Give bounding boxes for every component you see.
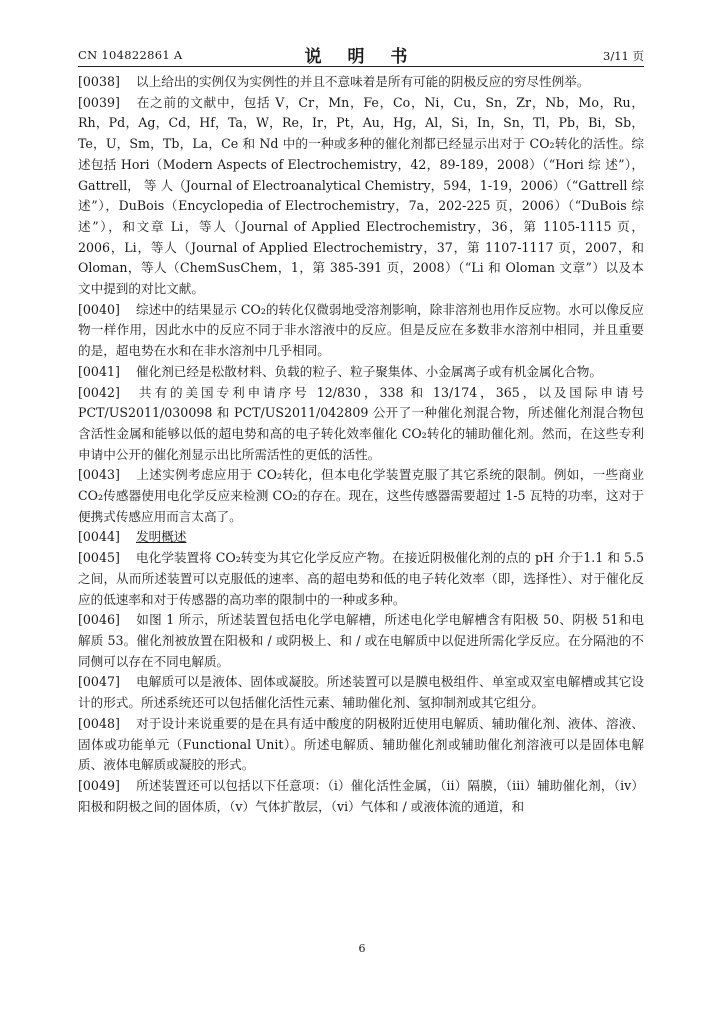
paragraph-0040 <box>78 300 644 362</box>
paragraph-text: 所述装置还可以包括以下任意项：（i）催化活性金属，（ii）隔膜，（iii）辅助催化剂，（iv）阳极和阴极之间的固体质，（v）气体扩散层，（vi）气体和 / 或液体流的通道，和 <box>78 777 644 814</box>
paragraph-number: [0038] <box>78 74 120 89</box>
paragraph-0047 <box>78 672 644 713</box>
section-heading: 发明概述 <box>136 529 187 545</box>
paragraph-0043 <box>78 465 644 527</box>
paragraph-number: [0041] <box>78 363 120 379</box>
paragraph-text: 综述中的结果显示 CO₂的转化仅微弱地受溶剂影响，除非溶剂也用作反应物。水可以像反应物一样作用，因此水中的反应不同于非水溶液中的反应。但是反应在多数非水溶剂中相同，并且重要的是，超电势在水和在非水溶剂中几乎相同。 <box>78 301 644 359</box>
paragraph-0046 <box>78 610 644 672</box>
paragraph-0041 <box>78 362 644 383</box>
paragraph-0044 <box>78 527 644 548</box>
paragraph-text: 上述实例考虑应用于 CO₂转化，但本电化学装置克服了其它系统的限制。例如，一些商业 CO₂传感器使用电化学反应来检测 CO₂的存在。现在，这些传感器需要超过 1-5 瓦特的功率，这对于便携式传感应用而言太高了。 <box>78 467 644 524</box>
paragraph-number: [0045] <box>78 550 120 566</box>
page-info: 3/11 页 <box>603 49 644 63</box>
paragraph-0049 <box>78 776 644 817</box>
paragraph-number: [0047] <box>78 674 120 690</box>
paragraph-text: 在之前的文献中，包括 V，Cr，Mn，Fe，Co，Ni，Cu，Sn，Zr，Nb，Mo，Ru，Rh，Pd，Ag，Cd，Hf，Ta，W，Re，Ir，Pt，Au，Hg，Al，Si，In，Sn，Tl，Pb，Bi，Sb，Te，U，Sm，Tb，La，Ce 和 Nd 中的一种或多种的催化剂都已经显示出对于 CO₂转化的活性。综述包括 Hori（Modern Aspects of Electrochemistry，42，89-189，2008）（“Hori 综 述”），Gattrell， 等 人（Journal of Electroanalytical Chemistry，594，1-19，2006）（“Gattrell 综 述”），DuBois（Encyclopedia of Electrochemistry，7a，202-225 页，2006）（“DuBois 综述”），和文章 Li，等人（Journal of Applied Electrochemistry，36，第 1105-1115 页，2006，Li，等人（Journal of Applied Electrochemistry，37，第 1107-1117 页，2007，和 Oloman，等人（ChemSusChem，1，第 385-391 页，2008）（“Li 和 Oloman 文章”）以及本文中提到的对比文献。 <box>78 94 644 297</box>
paragraph-text: 催化剂已经是松散材料、负载的粒子、粒子聚集体、小金属离子或有机金属化合物。 <box>136 363 602 379</box>
paragraph-number: [0046] <box>78 612 120 628</box>
paragraph-number: [0049] <box>78 777 120 793</box>
paragraph-text: 以上给出的实例仅为实例性的并且不意味着是所有可能的阴极反应的穷尽性例举。 <box>136 74 590 89</box>
paragraph-text: 共有的美国专利申请序号 12/830，338 和 13/174，365，以及国际申请号 PCT/US2011/030098 和 PCT/US2011/042809 公开了一种催化剂混合物，所述催化剂混合物包含活性金属和能够以低的超电势和高的电子转化效率催化 CO₂转化的辅助催化剂。然而，在这些专利申请中公开的催化剂显示出比所需活性的更低的活性。 <box>78 384 644 462</box>
description-body <box>78 72 644 817</box>
paragraph-0045 <box>78 548 644 610</box>
paragraph-number: [0048] <box>78 715 120 731</box>
paragraph-number: [0043] <box>78 467 120 483</box>
paragraph-0042 <box>78 383 644 466</box>
paragraph-number: [0040] <box>78 301 120 317</box>
paragraph-text: 对于设计来说重要的是在具有适中酸度的阴极附近使用电解质、辅助催化剂、液体、溶液、固体或功能单元（Functional Unit）。所述电解质、辅助催化剂或辅助催化剂溶液可以是固体电解质、液体电解质或凝胶的形式。 <box>78 715 644 773</box>
paragraph-number: [0039] <box>78 94 120 110</box>
paragraph-text: 电化学装置将 CO₂转变为其它化学反应产物。在接近阴极催化剂的点的 pH 介于1.1 和 5.5 之间，从而所述装置可以克服低的速率、高的超电势和低的电子转化效率（即，选择性）、对于催化反应的低速率和对于传感器的高功率的限制中的一种或多种。 <box>78 550 644 607</box>
paragraph-text: 电解质可以是液体、固体或凝胶。所述装置可以是膜电极组件、单室或双室电解槽或其它设计的形式。所述系统还可以包括催化活性元素、辅助催化剂、氢抑制剂或其它组分。 <box>78 674 644 711</box>
paragraph-0039 <box>78 93 644 300</box>
paragraph-text: 如图 1 所示，所述装置包括电化学电解槽，所述电化学电解槽含有阳极 50、阴极 51和电解质 53。催化剂被放置在阳极和 / 或阴极上、和 / 或在电解质中以促进所需化学反应。在分隔池的不同侧可以存在不同电解质。 <box>78 612 644 669</box>
document-number: CN 104822861 A <box>78 48 183 62</box>
page-title: 说 明 书 <box>304 47 418 67</box>
page-number: 6 <box>358 942 366 955</box>
page-header <box>78 40 644 67</box>
paragraph-0048 <box>78 714 644 776</box>
paragraph-number: [0044] <box>78 529 120 545</box>
paragraph-0038 <box>78 72 644 93</box>
paragraph-number: [0042] <box>78 384 120 400</box>
